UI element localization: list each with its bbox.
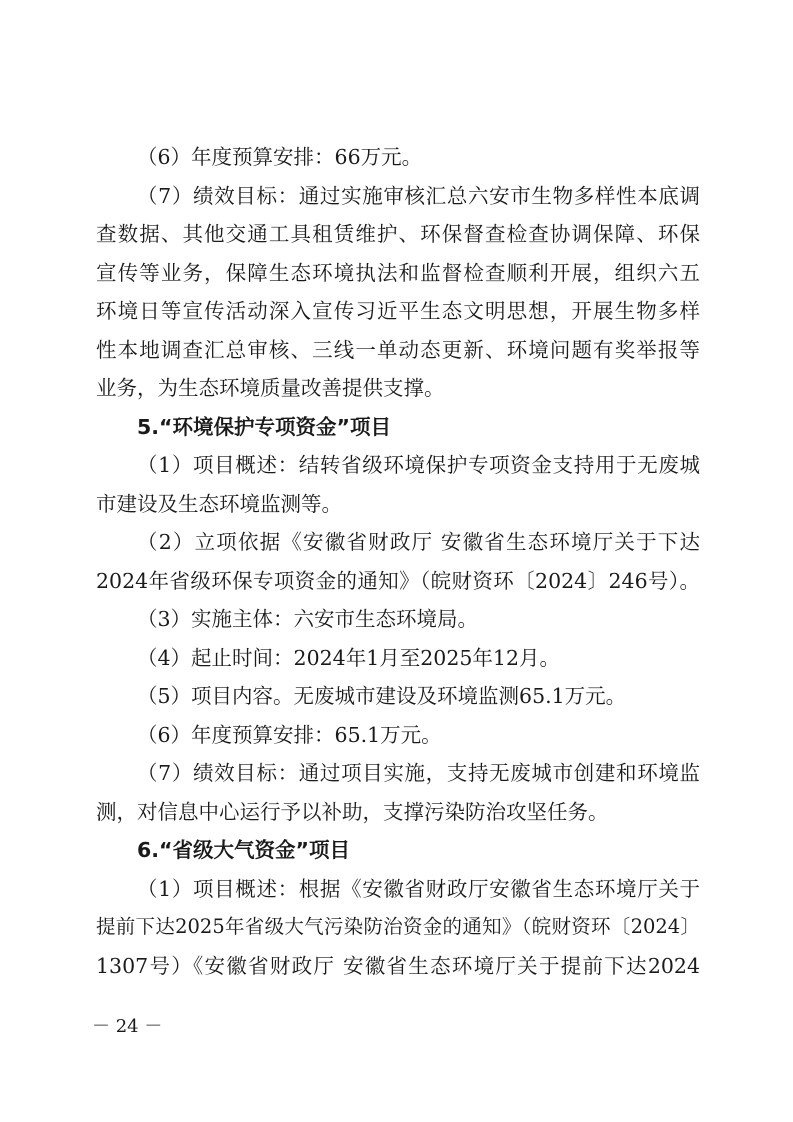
text-line: 提前下达2025年省级大气污染防治资金的通知》（皖财资环〔2024〕 [96,915,700,938]
text-line: （7）绩效目标：通过项目实施，支持无废城市创建和环境监 [137,761,700,785]
text-line: 性本地调查汇总审核、三线一单动态更新、环境问题有奖举报等 [96,337,700,362]
section-heading: 6.“省级大气资金”项目 [137,838,350,862]
text-line: （1）项目概述：根据《安徽省财政厅安徽省生态环境厅关于 [137,876,700,901]
text-line: （5）项目内容。无废城市建设及环境监测65.1万元。 [137,684,627,708]
document-body [96,138,700,985]
text-line: （6）年度预算安排：66万元。 [137,145,423,169]
text-line: （1）项目概述：结转省级环境保护专项资金支持用于无废城 [137,453,700,477]
text-line: 市建设及生态环境监测等。 [96,491,342,516]
text-line: （3）实施主体：六安市生态环境局。 [137,607,479,631]
text-line: 环境日等宣传活动深入宣传习近平生态文明思想，开展生物多样 [96,299,700,323]
text-line: 1307号）《安徽省财政厅 安徽省生态环境厅关于提前下达2024 [96,953,700,978]
text-line: 2024年省级环保专项资金的通知》（皖财资环〔2024〕246号）。 [96,568,700,593]
text-line: 宣传等业务，保障生态环境执法和监督检查顺利开展，组织六五 [96,260,700,285]
page-number: － 24 － [92,1016,163,1037]
text-line: （4）起止时间：2024年1月至2025年12月。 [137,645,561,670]
text-line: （2）立项依据《安徽省财政厅 安徽省生态环境厅关于下达 [137,530,700,554]
text-line: 查数据、其他交通工具租赁维护、环保督查检查协调保障、环保 [96,222,700,246]
text-line: （6）年度预算安排：65.1万元。 [137,722,442,747]
text-line: 业务，为生态环境质量改善提供支撑。 [96,376,445,400]
text-line: （7）绩效目标：通过实施审核汇总六安市生物多样性本底调 [137,183,700,208]
section-heading: 5.“环境保护专项资金”项目 [137,414,391,439]
text-line: 测，对信息中心运行予以补助，支撑污染防治攻坚任务。 [96,799,609,824]
